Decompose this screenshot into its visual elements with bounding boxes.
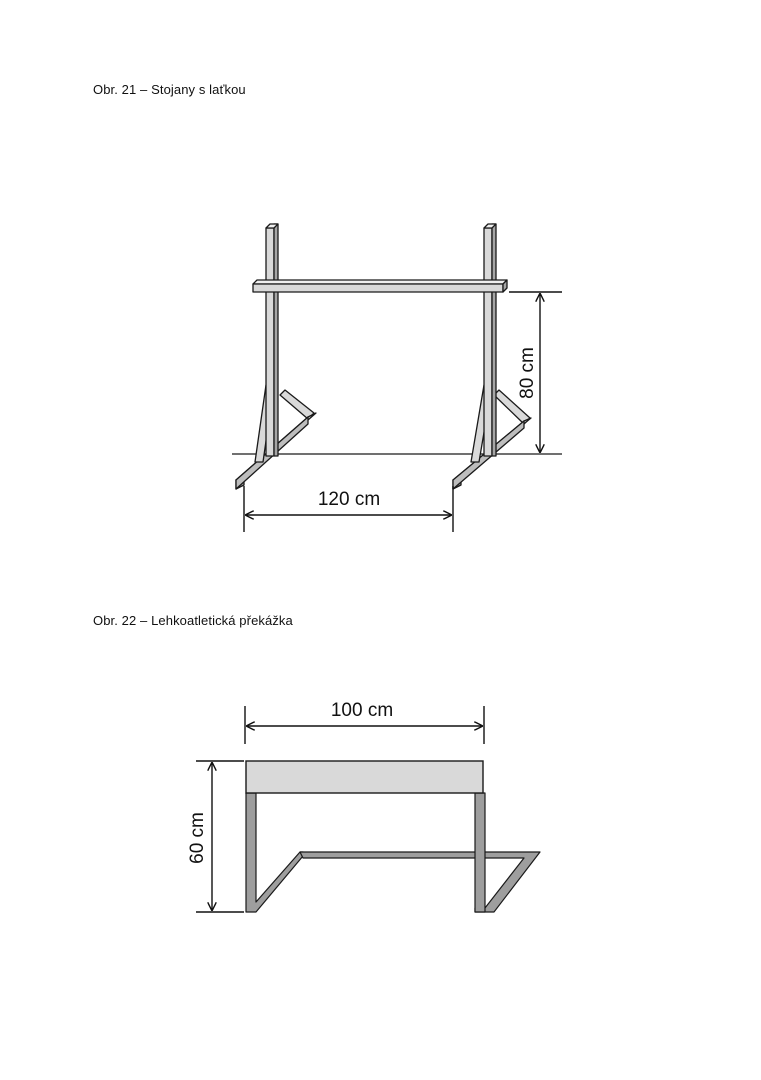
left-back-brace [280, 390, 314, 419]
crossbar [253, 280, 507, 292]
hurdle-base [300, 852, 540, 912]
height-label-80: 80 cm [517, 347, 538, 399]
hurdle-drawing [246, 761, 540, 912]
height-label-60: 60 cm [187, 812, 208, 864]
width-label-100: 100 cm [330, 700, 394, 721]
left-upright [266, 228, 274, 456]
width-label-120: 120 cm [317, 489, 381, 510]
hurdle-right-leg [475, 793, 485, 912]
left-stand [236, 224, 316, 489]
right-upright [484, 228, 492, 456]
hurdle-top-board [246, 761, 483, 793]
figure-22-caption: Obr. 22 – Lehkoatletická překážka [93, 613, 293, 628]
figure-21-caption: Obr. 21 – Stojany s laťkou [93, 82, 246, 97]
hurdle-left-leg [246, 793, 303, 912]
high-jump-stands-drawing [232, 224, 562, 489]
